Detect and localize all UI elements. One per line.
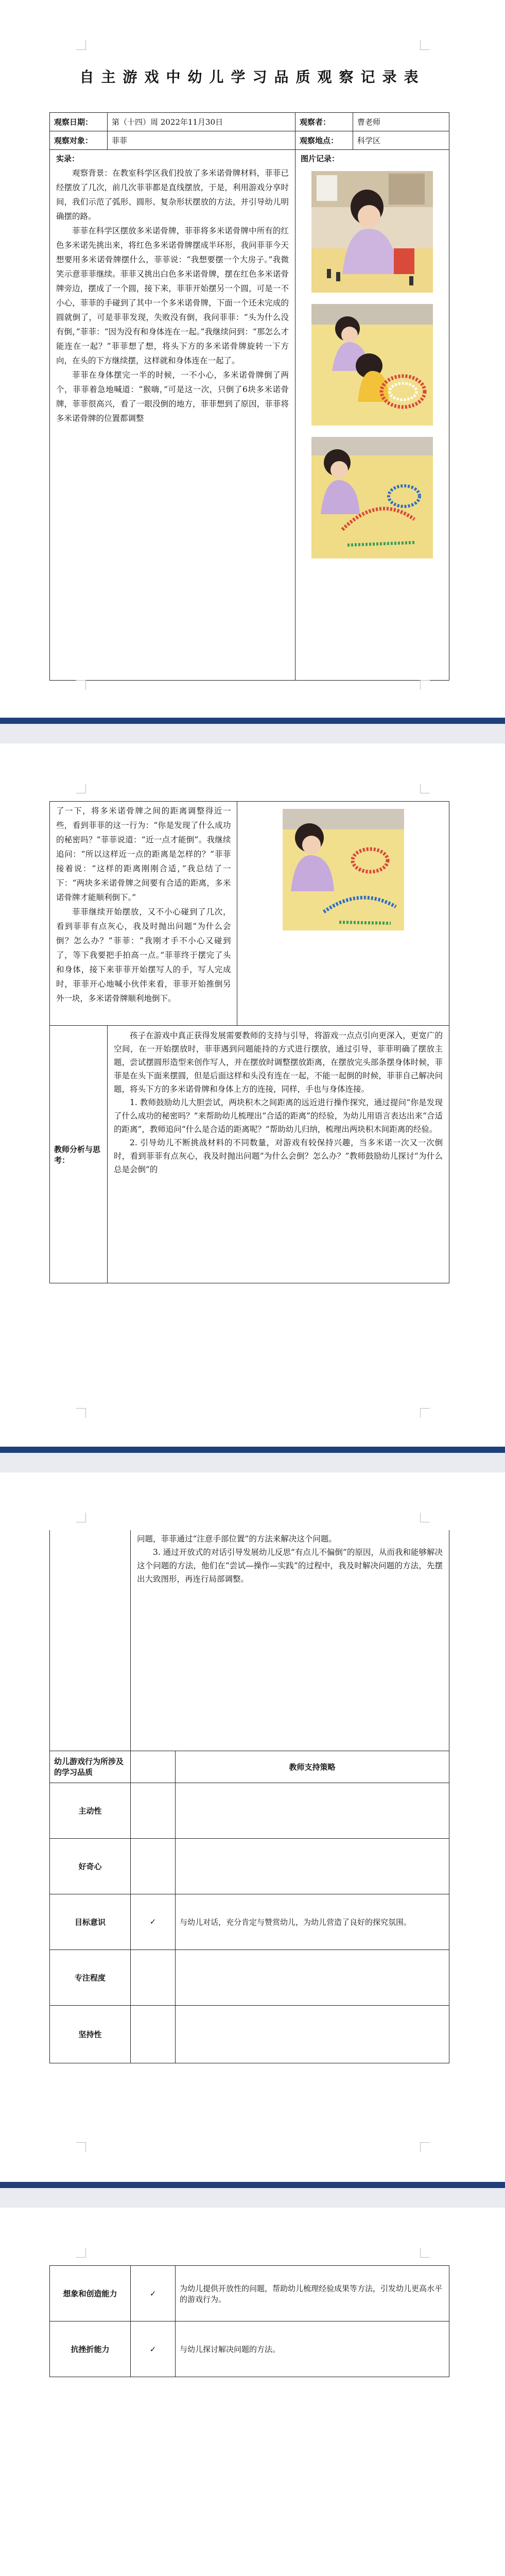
analysis-paragraph: 1. 教师鼓励幼儿大胆尝试，两块积木之间距离的远近进行操作探究，通过提问“你是发现了什么成功的秘密吗？”来帮助幼儿梳理出“合适的距离”的经验，为幼儿用语言表达出来“合适的距离”，教师追问“什么是合适的距离呢？”帮助幼儿归纳，梳理出两块积木间距离的经验。 bbox=[114, 1098, 443, 1134]
crop-mark bbox=[420, 680, 430, 690]
strategy-text: 与幼儿对话，充分肯定与赞赏幼儿，为幼儿营造了良好的探究氛围。 bbox=[176, 1894, 449, 1950]
quality-check bbox=[131, 2005, 176, 2063]
record-paragraph: 菲菲在科学区摆放多米诺骨牌，菲菲将多米诺骨牌中所有的红色多米诺先挑出来，将红色多米诺骨牌摆成半环形，我问菲菲今天想要用多米诺骨牌摆什么，菲菲说：“我想要摆一个大房子。”我微笑示意菲菲继续。菲菲又挑出白色多米诺骨牌，摆在红色多米诺骨牌旁边，摆成了一个圆，接下来，菲菲开始摆另一个圆，可是一不小心，菲菲的手碰到了其中一个多米诺骨牌，下面一个还未完成的圆就倒了，可是菲菲发现，失败没有倒，我问菲菲：“头为什么没有倒，”菲菲：“因为没有和身体连在一起。”我继续问到：“那怎么才能连在一起？”菲菲想了想，将头下方的多米诺骨牌旋转一下方向，在头的下方继续摆，这样就和身体连在一起了。 bbox=[56, 226, 289, 365]
analysis-paragraph: 3. 通过开放式的对话引导发展幼儿反思“有点儿不偏倒”的原因，从而我和能够解决这个问题的方法，他们在“尝试—操作—实践”的过程中，我及时解决问题的方法，先摆出大致图形，再连行局部调整。 bbox=[137, 1548, 443, 1584]
quality-check bbox=[131, 1950, 176, 2005]
quality-label: 主动性 bbox=[50, 1783, 131, 1838]
page-gap bbox=[0, 1453, 505, 1472]
crop-mark bbox=[76, 40, 86, 50]
page-gap bbox=[0, 724, 505, 743]
page-separator bbox=[0, 718, 505, 724]
strategy-text bbox=[176, 2005, 449, 2063]
photo-label: 图片记录： bbox=[301, 154, 340, 163]
quality-label: 想象和创造能力 bbox=[50, 2266, 131, 2321]
record-paragraph: 菲菲继续开始摆放，又不小心碰到了几次，看到菲菲有点灰心，我及时抛出问题“为什么会倒？怎么办？”菲菲：“我刚才手不小心又碰到了，等下我要把手拍高一点。”菲菲终于摆完了头和身体，接下来菲菲开始摆写人的手，写人完成时，菲菲开心地喊小伙伴来看，菲菲开始推倒另外一块，多米诺骨牌顺利地倒下。 bbox=[56, 907, 231, 1003]
crop-mark bbox=[76, 784, 86, 793]
strategy-text: 为幼儿提供开放性的问题，帮助幼儿梳理经验成果等方法，引发幼儿更高水平的游戏行为。 bbox=[176, 2266, 449, 2321]
crop-mark bbox=[420, 2248, 430, 2258]
quality-label: 抗挫折能力 bbox=[50, 2321, 131, 2377]
quality-check bbox=[131, 1783, 176, 1838]
document-page-1 bbox=[0, 0, 505, 718]
crop-mark bbox=[76, 2248, 86, 2258]
strategy-column-header: 教师支持策略 bbox=[176, 1751, 449, 1783]
crop-mark bbox=[76, 1513, 86, 1522]
date-value: 第（十四）周 2022年11月30日 bbox=[108, 113, 295, 131]
document-page-2 bbox=[0, 743, 505, 1447]
observer-label: 观察者： bbox=[295, 113, 353, 131]
photo-child-playing-dominoes bbox=[311, 171, 433, 293]
quality-check bbox=[131, 1838, 176, 1894]
crop-mark bbox=[420, 2142, 430, 2152]
observer-value: 曹老师 bbox=[353, 113, 449, 131]
crop-mark bbox=[76, 680, 86, 690]
document-page-4 bbox=[0, 2208, 505, 2576]
quality-label: 目标意识 bbox=[50, 1894, 131, 1950]
crop-mark bbox=[76, 1408, 86, 1418]
analysis-paragraph: 2. 引导幼儿不断挑战材料的不同数量，对游戏有较保持兴趣，当多米诺一次又一次倒时，看到菲菲有点灰心，我及时抛出问题“为什么会倒？怎么办？”教师鼓励幼儿探讨“为什么总是会倒”的 bbox=[114, 1138, 443, 1174]
record-paragraph: 了一下，将多米诺骨牌之间的距离调整得近一些，看到菲菲的这一行为：“你是发现了什么成功的秘密吗？”菲菲说道：“近一点才能倒”。我继续追问：“所以这样近一点的距离是怎样的？”菲菲接着说：“这样的距离刚刚合适，”我总结了一下：“两块多米诺骨牌之间要有合适的距离，多米诺骨牌才能顺利倒下。” bbox=[56, 806, 231, 902]
record-table-page-2 bbox=[49, 801, 449, 1283]
document-title: 自主游戏中幼儿学习品质观察记录表 bbox=[79, 69, 426, 86]
date-label: 观察日期： bbox=[50, 113, 108, 131]
record-table-page-1 bbox=[49, 112, 449, 681]
crop-mark bbox=[76, 2142, 86, 2152]
strategy-text bbox=[176, 1838, 449, 1894]
record-label: 实录： bbox=[56, 154, 80, 163]
crop-mark bbox=[420, 40, 430, 50]
analysis-paragraph: 问题，菲菲通过“注意手部位置”的方法来解决这个问题。 bbox=[137, 1534, 337, 1544]
document-page-3 bbox=[0, 1472, 505, 2182]
strategy-text: 与幼儿探讨解决问题的方法。 bbox=[176, 2321, 449, 2377]
quality-label: 坚持性 bbox=[50, 2005, 131, 2063]
photo-finished-domino-figure bbox=[283, 809, 404, 930]
crop-mark bbox=[420, 1513, 430, 1522]
quality-check: ✓ bbox=[131, 1894, 176, 1950]
page-separator bbox=[0, 2182, 505, 2188]
strategy-text bbox=[176, 1950, 449, 2005]
quality-column-header: 幼儿游戏行为所涉及的学习品质 bbox=[50, 1751, 131, 1783]
analysis-paragraph: 孩子在游戏中真正获得发展需要教师的支持与引导，将游戏一点点引向更深入，更宽广的空间，在一开始摆放时，菲菲遇到问题能持的方式进行摆放，通过引导，菲菲明确了摆放主题，尝试摆圆形造型来创作写人，并在摆放时调整摆放距离，在摆放完头部条摆身体时候，菲菲是在头下面来摆圆，但是后面这样和头没有连在一起，不能一起倒的时候，菲菲自己解决问题，将头下方的多米诺骨牌和身体上方的连接，同样，手也与身体连接。 bbox=[114, 1031, 443, 1094]
quality-check: ✓ bbox=[131, 2266, 176, 2321]
place-label: 观察地点： bbox=[295, 131, 353, 150]
record-paragraph: 观察背景：在教室科学区我们投放了多米诺骨牌材料，菲菲已经摆放了几次，前几次菲菲都是直线摆放，于是，利用游戏分享时间，我们示范了弧形、圆形、复杂形状摆放的方法，并引导幼儿明确摆的路。 bbox=[56, 168, 289, 221]
strategy-text bbox=[176, 1783, 449, 1838]
place-value: 科学区 bbox=[353, 131, 449, 150]
photo-domino-figure bbox=[311, 437, 433, 558]
record-table-page-3 bbox=[49, 1530, 449, 2063]
crop-mark bbox=[420, 784, 430, 793]
quality-label: 好奇心 bbox=[50, 1838, 131, 1894]
photo-domino-circles bbox=[311, 304, 433, 426]
target-label: 观察对象： bbox=[50, 131, 108, 150]
quality-check: ✓ bbox=[131, 2321, 176, 2377]
page-gap bbox=[0, 2188, 505, 2208]
quality-label: 专注程度 bbox=[50, 1950, 131, 2005]
target-value: 菲菲 bbox=[108, 131, 295, 150]
page-separator bbox=[0, 1447, 505, 1453]
record-paragraph: 菲菲在身体摆完一半的时候，一不小心，多米诺骨牌倒了两个，菲菲着急地喊道：“猴嗨，”可是这一次，只倒了6块多米诺骨牌，菲菲很高兴，看了一眼没倒的地方，菲菲想到了原因，菲菲将多米诺骨牌的位置都调整 bbox=[56, 370, 289, 423]
crop-mark bbox=[420, 1408, 430, 1418]
analysis-label: 教师分析与思考： bbox=[50, 1026, 108, 1283]
record-table-page-4 bbox=[49, 2265, 449, 2377]
